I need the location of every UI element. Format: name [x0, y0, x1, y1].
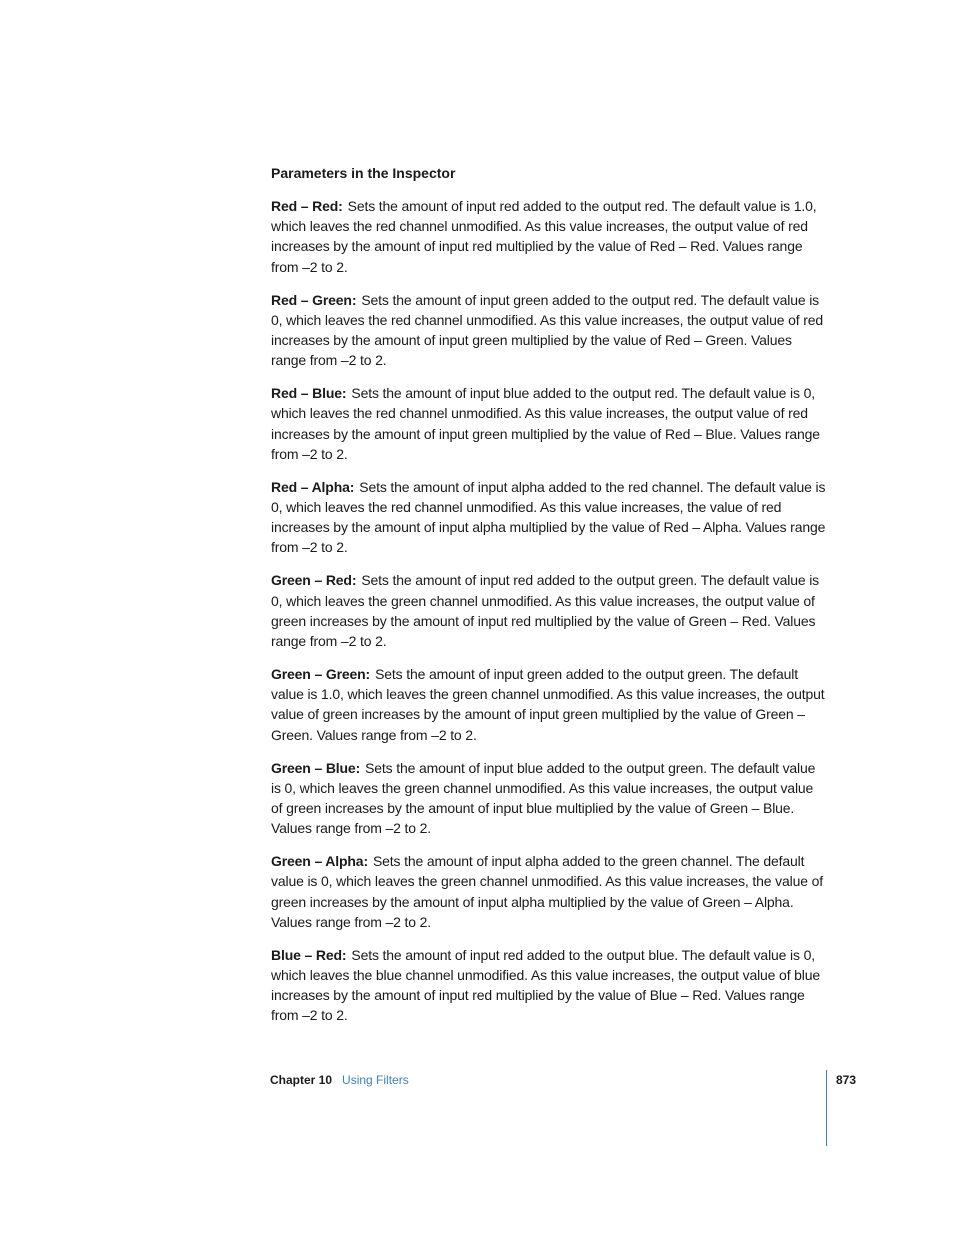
- parameter-term: Red – Green:: [271, 291, 357, 308]
- parameter-red-blue: [271, 383, 827, 464]
- parameter-description: Sets the amount of input alpha added to the red channel. The default value is 0, which leaves the red channel unmodified. As this value increases, the value of red increases by the amount of input alpha multiplied by the value of Red – Alpha. Values range from –2 to 2.: [271, 478, 826, 556]
- parameter-term: Green – Alpha:: [271, 853, 368, 870]
- parameter-term: Red – Red:: [271, 198, 343, 214]
- chapter-title-link[interactable]: Using Filters: [342, 1073, 409, 1087]
- parameter-description: Sets the amount of input blue added to the output green. The default value is 0, which leaves the green channel unmodified. As this value increases, the output value of green increases by the amount of input blue multiplied by the value of Green – Blue. Values range from –2 to 2.: [271, 759, 816, 837]
- parameter-term: Red – Blue:: [271, 385, 347, 402]
- footer-divider: [826, 1070, 827, 1146]
- parameter-term: Green – Blue:: [271, 759, 361, 776]
- parameter-term: Green – Red:: [271, 572, 357, 589]
- parameter-term: Blue – Red:: [271, 946, 347, 963]
- parameter-green-green: [271, 664, 827, 745]
- parameter-red-red: [271, 196, 827, 277]
- parameter-description: Sets the amount of input green added to the output red. The default value is 0, which leaves the red channel unmodified. As this value increases, the output value of red increases by the amount of input green multiplied by the value of Red – Green. Values range from –2 to 2.: [271, 291, 823, 369]
- parameter-description: Sets the amount of input red added to the output red. The default value is 1.0, which leaves the red channel unmodified. As this value increases, the output value of red increases by the amount of input red multiplied by the value of Red – Red. Values range from –2 to 2.: [271, 198, 817, 275]
- page-content: [271, 163, 827, 1038]
- parameter-blue-red: [271, 945, 827, 1026]
- page-footer: [270, 1072, 409, 1088]
- parameter-term: Red – Alpha:: [271, 478, 355, 495]
- parameter-green-red: [271, 570, 827, 651]
- parameter-red-alpha: [271, 477, 827, 558]
- parameter-description: Sets the amount of input alpha added to the green channel. The default value is 0, which leaves the green channel unmodified. As this value increases, the value of green increases by the amount of input alpha multiplied by the value of Green – Alpha. Values range from –2 to 2.: [271, 853, 823, 930]
- parameter-description: Sets the amount of input green added to the output green. The default value is 1.0, which leaves the green channel unmodified. As this value increases, the output value of green increases by the amount of input green multiplied by the value of Green – Green. Values range from –2 to 2.: [271, 666, 825, 743]
- parameter-red-green: [271, 290, 827, 371]
- chapter-label: Chapter 10: [270, 1073, 333, 1087]
- parameter-description: Sets the amount of input blue added to the output red. The default value is 0, which leaves the red channel unmodified. As this value increases, the output value of red increases by the amount of input green multiplied by the value of Red – Blue. Values range from –2 to 2.: [271, 385, 820, 462]
- section-heading: Parameters in the Inspector: [271, 165, 456, 181]
- parameter-description: Sets the amount of input red added to the output blue. The default value is 0, which leaves the blue channel unmodified. As this value increases, the output value of blue increases by the amount of input red multiplied by the value of Blue – Red. Values range from –2 to 2.: [271, 946, 821, 1024]
- parameter-description: Sets the amount of input red added to the output green. The default value is 0, which leaves the green channel unmodified. As this value increases, the output value of green increases by the amount of input red multiplied by the value of Green – Red. Values range from –2 to 2.: [271, 572, 820, 650]
- parameter-green-blue: [271, 758, 827, 839]
- parameter-term: Green – Green:: [271, 666, 371, 683]
- parameter-green-alpha: [271, 851, 827, 932]
- page-number: 873: [836, 1073, 857, 1087]
